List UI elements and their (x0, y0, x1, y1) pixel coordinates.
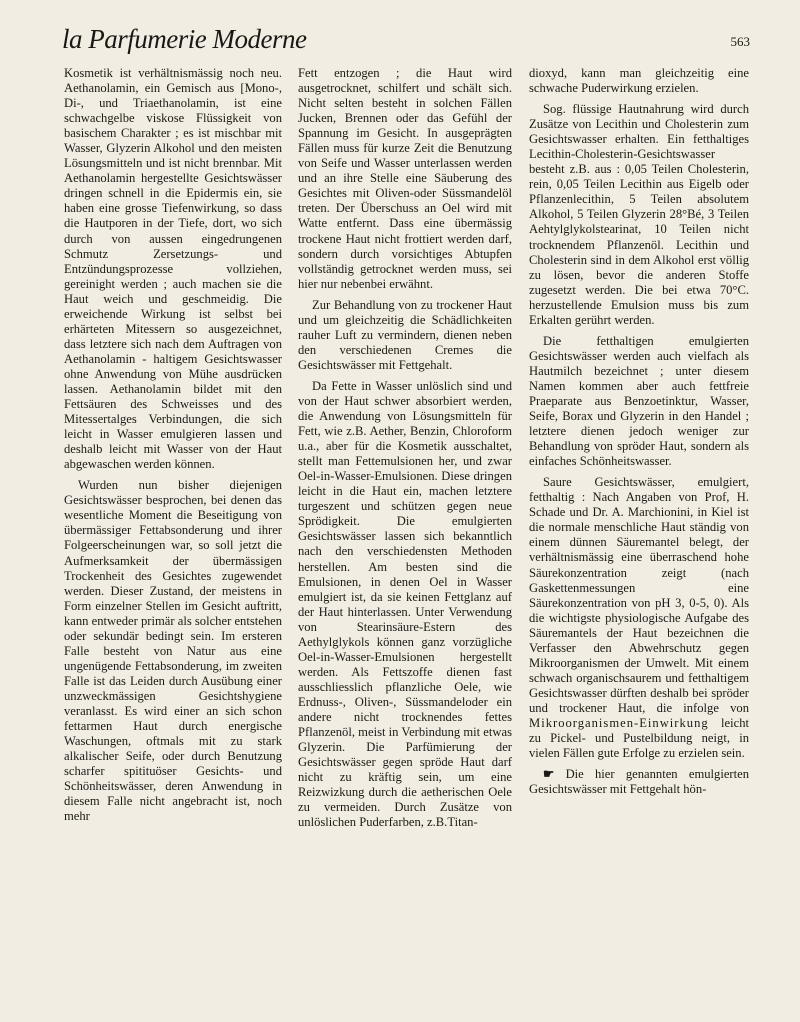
paragraph (529, 475, 749, 761)
paragraph (529, 767, 749, 797)
paragraph: Wurden nun bisher diejenigen Gesichtswässer besprochen, bei denen das wesentliche Moment die Beseitigung von übermässiger Fettabsonderung und ihrer Folgeerscheinungen war, so soll jetzt die Aufmerksamkeit der übermässigen Trockenheit des Gesichtes zugewendet werden. Dieser Zustand, der meistens in Form einzelner Stellen im Gesicht auftritt, kann entweder primär als solcher entstehen oder sekundär bedingt sein. Im ersteren Falle besteht von Natur aus eine ungenügende Fettabsonderung, im zweiten Falle ist das Leiden durch Ausübung einer unzweckmässigen Gesichtshygiene veranlasst. Es wird einer an sich schon fettarmen Haut durch energische Waschungen, oftmals mit zu stark alkalischer Seife, oder durch Benutzung scharfer spitituöser Gesichts- und Schönheitswässer, deren Anwendung in diesem Falle nicht angebracht ist, noch mehr (64, 478, 282, 824)
paragraph: Da Fette in Wasser unlöslich sind und von der Haut schwer absorbiert werden, die Anwendung von Lösungsmitteln für Fett, wie z.B. Aether, Benzin, Chloroform u.a., aber für die Kosmetik ausschaltet, stellt man Fettemulsionen her, und zwar Oel-in-Wasser-Emulsionen. Diese dringen leicht in die Haut ein, machen letztere turgeszent und schützen gegen neue Sprödigkeit. Die emulgierten Gesichtswässer lassen sich bekanntlich nach den verschiedensten Methoden herstellen. Am besten sind die Emulsionen, in denen Oel in Wasser emulgiert ist, da sie keinen Fettglanz auf der Haut hinterlassen. Unter Verwendung von Stearinsäure-Estern des Aethylglykols können ganz vorzügliche Oel-in-Wasser-Emulsionen hergestellt werden. Als Fettszoffe dienen fast ausschliesslich pflanzliche Oele, wie Erdnuss-, Oliven-, Süssmandeloder ein andere nicht trocknendes fettes Pflanzenöl, meist in Verbindung mit etwas Glyzerin. Die Parfümierung der Gesichtswässer gegen spröde Haut darf nicht zu kräftig sein, um eine Reizwizkung durch die aetherischen Oele zu vermeiden. Durch Zusätze von unlöslichen Puderfarben, z.B.Titan- (298, 378, 512, 830)
paragraph-text: leicht zu Pickel- und Pustelbildung neigt, in vielen Fällen gute Erfolge zu erzielen sein. (529, 715, 749, 761)
page-number: 563 (730, 34, 750, 49)
text-column-3 (529, 66, 749, 803)
pointing-hand-icon: ☛ (543, 767, 555, 782)
spaced-term: Mikroorganismen-Einwirkung (529, 715, 709, 730)
text-column-2 (298, 66, 512, 836)
paragraph: Zur Behandlung von zu trockener Haut und um gleichzeitig die Schädlichkeiten rauher Luft zu vermindern, dienen neben den verschiedenen Cremes die Gesichtswässer mit Fettgehalt. (298, 297, 512, 372)
paragraph: Die fetthaltigen emulgierten Gesichtswässer werden auch vielfach als Hautmilch bezeichnet ; unter diesem Namen kommen aber auch fettfreie Praeparate aus Benzoetinktur, Wasser, Seife, Borax und Glyzerin in den Handel ; letztere dienen jedoch weniger zur Behandlung von spröder Haut, sondern als einfaches Schönheitswasser. (529, 333, 749, 469)
paragraph-text: Die hier genannten emulgierten Gesichtswässer mit Fettgehalt hön- (529, 767, 749, 797)
paragraph-text: Saure Gesichtswässer, emulgiert, fetthaltig : Nach Angaben von Prof, H. Schade und Dr. A. Marchionini, in Kiel ist die normale menschliche Haut ständig von einem dünnen Säuremantel belegt, der verhältnismässig eine überraschend hohe Säurekonzentration zeigt (nach Gaskettenmessungen eine Säurekonzentration von pH 3, 0-5, 0). Als die wichtigste physiologische Aufgabe des Säuremantels der Haut bezeichnen die Verfasser den Abwehrschutz gegen Mikroorganismen der Umwelt. Mit einem schwach organischsaurem und fetthaltigem Gesichtswasser dürften deshalb bei spröder und trockener Haut, die infolge von (529, 475, 749, 715)
paragraph: dioxyd, kann man gleichzeitig eine schwache Puderwirkung erzielen. (529, 66, 749, 96)
paragraph: Kosmetik ist verhältnismässig noch neu. Aethanolamin, ein Gemisch aus [Mono-, Di-, und Triaethanolamin, ist eine schwachgelbe viskose Flüssigkeit von basischem Charakter ; es ist mischbar mit Wasser, Glyzerin Alkohol und den meisten Lösungsmitteln und ist nicht brennbar. Mit Aethanolamin hergestellte Gesichtswässer dringen schnell in die Epidermis ein, sie haben eine grosse Tiefenwirkung, so dass die Hautporen in der Tiefe, dort, wo sich durch von aussen eingedrungenen Schmutz Zersetzungs- und Entzündungsprozesse vollziehen, gereinight werden ; auch machen sie die Haut weich und geschmeidig. Die erweichende Wirkung ist selbst bei erhärteten Mitessern so ausgezeichnet, dass letztere sich nach dem Auftragen von Aethanolamin - haltigem Gesichtswasser ohne Anwendung von Mühe ausdrücken lassen. Aethanolamin bildet mit den Fettsäuren des Schweisses und des Mitessertalges Verbindungen, die sich leicht in Wasser emulgieren lassen und deshalb leicht mit Wasser von der Haut abgewaschen werden können. (64, 66, 282, 472)
masthead-title: la Parfumerie Moderne (62, 24, 307, 54)
paragraph: Fett entzogen ; die Haut wird ausgetrocknet, schilfert und schält sich. Nicht selten besteht in solchen Fällen Jucken, Brennen oder das Gefühl der Spannung im Gesicht. In ausgeprägten Fällen muss für kurze Zeit die Benutzung von Seife und Wasser unterlassen werden und an ihre Stelle eine Säuberung des Gesichtes mit Oliven-oder Süssmandelöl treten. Der Überschuss an Oel wird mit Watte entfernt. Dass eine übermässig trockene Haut nicht frottiert werden darf, sondern durch vorsichtiges Abtupfen vollständig getrocknet werden muss, sei hier nur nebenbei erwähnt. (298, 66, 512, 291)
paragraph: Sog. flüssige Hautnahrung wird durch Zusätze von Lecithin und Cholesterin zum Gesichtswasser erhalten. Ein fetthaltiges Lecithin-Cholesterin-Gesichtswasser besteht z.B. aus : 0,05 Teilen Cholesterin, rein, 0,05 Teilen Lecithin aus Eigelb oder Pflanzenlecithin, 5 Teilen absolutem Alkohol, 5 Teilen Glyzerin 28°Bé, 3 Teilen Aehtylglykolstearinat, 10 Teilen nicht trocknendem Pflanzenöl. Lecithin und Cholesterin sind in dem Alkohol erst völlig zu lösen, bevor die anderen Stoffe zugesetzt werden. Die bei etwa 70°C. herzustellende Emulsion muss bis zum Erkalten gerührt werden. (529, 102, 749, 327)
text-column-1 (64, 66, 282, 830)
